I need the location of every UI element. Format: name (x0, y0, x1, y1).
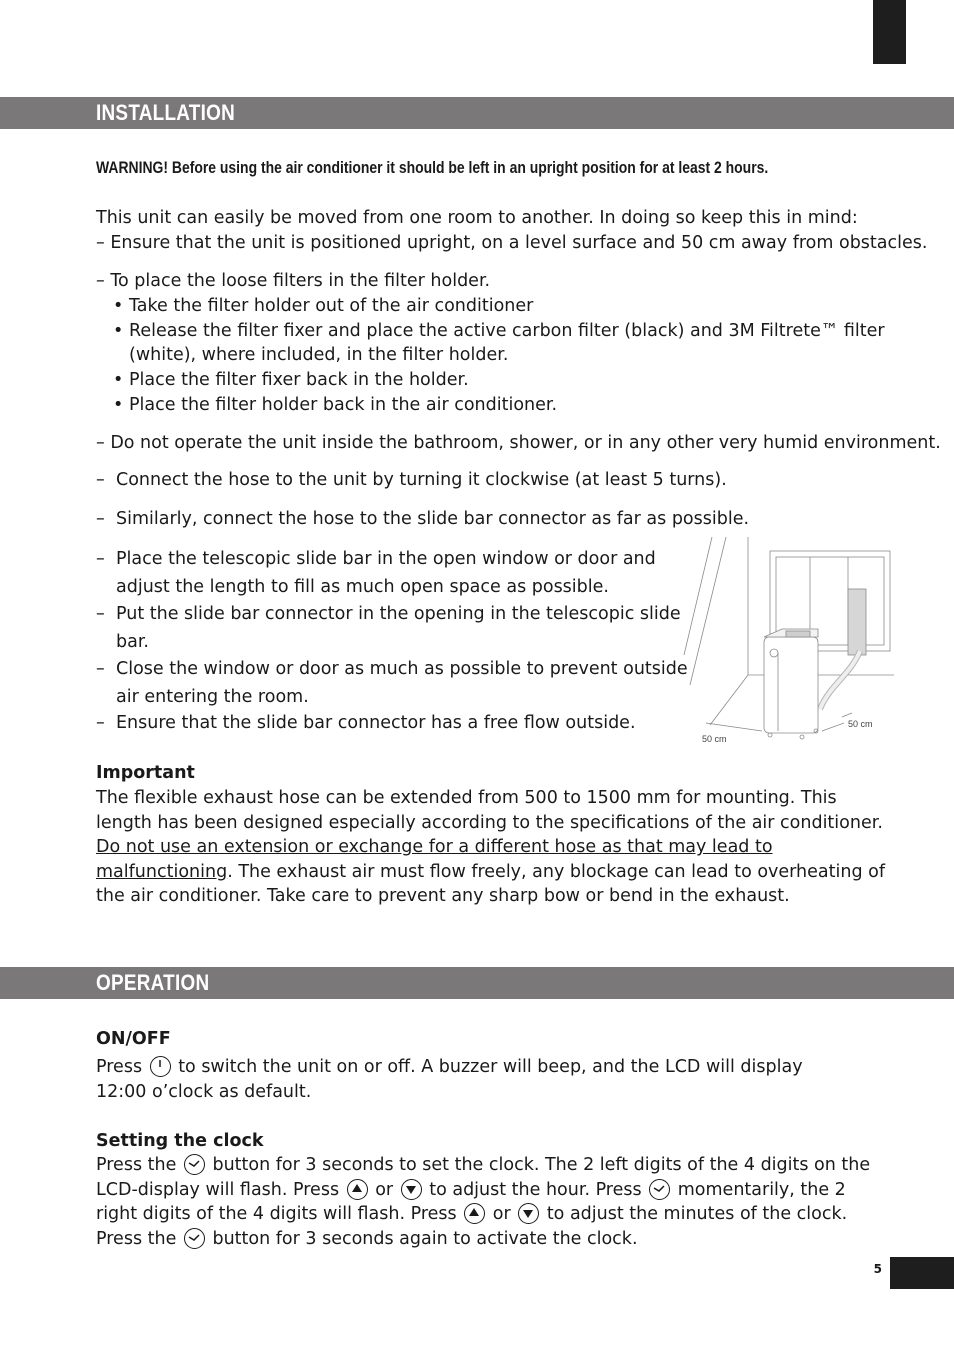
onoff-title: ON/OFF (96, 1029, 171, 1049)
onoff-paragraph: Press to switch the unit on or off. A buzzer will beep, and the LCD will display 12:00 o’clock as default. (96, 1057, 803, 1102)
humid-warning: – Do not operate the unit inside the bathroom, shower, or in any other very humid environment. (96, 433, 941, 453)
figure-label-left: 50 cm (702, 734, 727, 744)
up-arrow-icon (347, 1179, 368, 1200)
filter-step: • Place the filter holder back in the air conditioner. (113, 395, 558, 415)
figure-label-right: 50 cm (848, 719, 873, 729)
operation-banner (0, 967, 954, 999)
installation-heading: INSTALLATION (96, 100, 236, 125)
slide-step: – Close the window or door as much as possible to prevent outside air entering the room. (96, 659, 688, 707)
intro-line-1: This unit can easily be moved from one room to another. In doing so keep this in mind: (96, 208, 858, 228)
clock-paragraph: Press the button for 3 seconds to set the clock. The 2 left digits of the 4 digits on the LCD-display will flash. Press or to adjust the hour. Press momentarily, the 2 right digits of the 4 digits will flash. Press or to adjust the minutes of the clock. Press the button for 3 seconds again to activate the clock. (96, 1155, 871, 1249)
filter-step: • Take the filter holder out of the air conditioner (113, 296, 534, 316)
down-arrow-icon (518, 1203, 539, 1224)
slide-step: – Ensure that the slide bar connector has a free flow outside. (96, 713, 636, 733)
page-tab-top (873, 0, 906, 64)
slide-step: – Place the telescopic slide bar in the open window or door and adjust the length to fill as much open space as possible. (96, 549, 656, 597)
clock-icon (649, 1179, 670, 1200)
filter-step: • Place the filter fixer back in the holder. (113, 370, 469, 390)
slide-step: – Put the slide bar connector in the opening in the telescopic slide bar. (96, 604, 681, 652)
operation-heading: OPERATION (96, 970, 210, 995)
page-number: 5 (873, 1262, 882, 1276)
important-underlined: Do not use an extension or exchange for a different hose as that may lead to malfunctioning (96, 837, 773, 882)
important-title: Important (96, 763, 195, 783)
filter-step-continuation: (white), where included, in the filter holder. (129, 345, 509, 365)
hose-slide-step: – Similarly, connect the hose to the slide bar connector as far as possible. (96, 509, 750, 529)
down-arrow-icon (401, 1179, 422, 1200)
power-icon (150, 1056, 171, 1077)
intro-line-2: – Ensure that the unit is positioned upright, on a level surface and 50 cm away from obstacles. (96, 233, 928, 253)
air-conditioner-illustration (680, 535, 894, 745)
filter-step: • Release the filter fixer and place the active carbon filter (black) and 3M Filtrete™ filter (113, 321, 885, 341)
clock-title: Setting the clock (96, 1131, 264, 1151)
installation-banner (0, 97, 954, 129)
clock-icon (184, 1154, 205, 1175)
hose-connect-step: – Connect the hose to the unit by turning it clockwise (at least 5 turns). (96, 470, 727, 490)
warning-text: WARNING! Before using the air conditioner it should be left in an upright position for at least 2 hours. (96, 158, 769, 177)
page-tab-bottom (890, 1257, 954, 1289)
up-arrow-icon (464, 1203, 485, 1224)
filters-intro: – To place the loose filters in the filter holder. (96, 271, 491, 291)
important-paragraph: The flexible exhaust hose can be extended from 500 to 1500 mm for mounting. This length has been designed especially according to the specifications of the air conditioner. Do not use an extension or exchange for a different hose as that may lead to malfunctioning. The exhaust air must flow freely, any blockage can lead to overheating of the air conditioner. Take care to prevent any sharp bow or bend in the exhaust. (96, 788, 885, 907)
clock-icon (184, 1228, 205, 1249)
